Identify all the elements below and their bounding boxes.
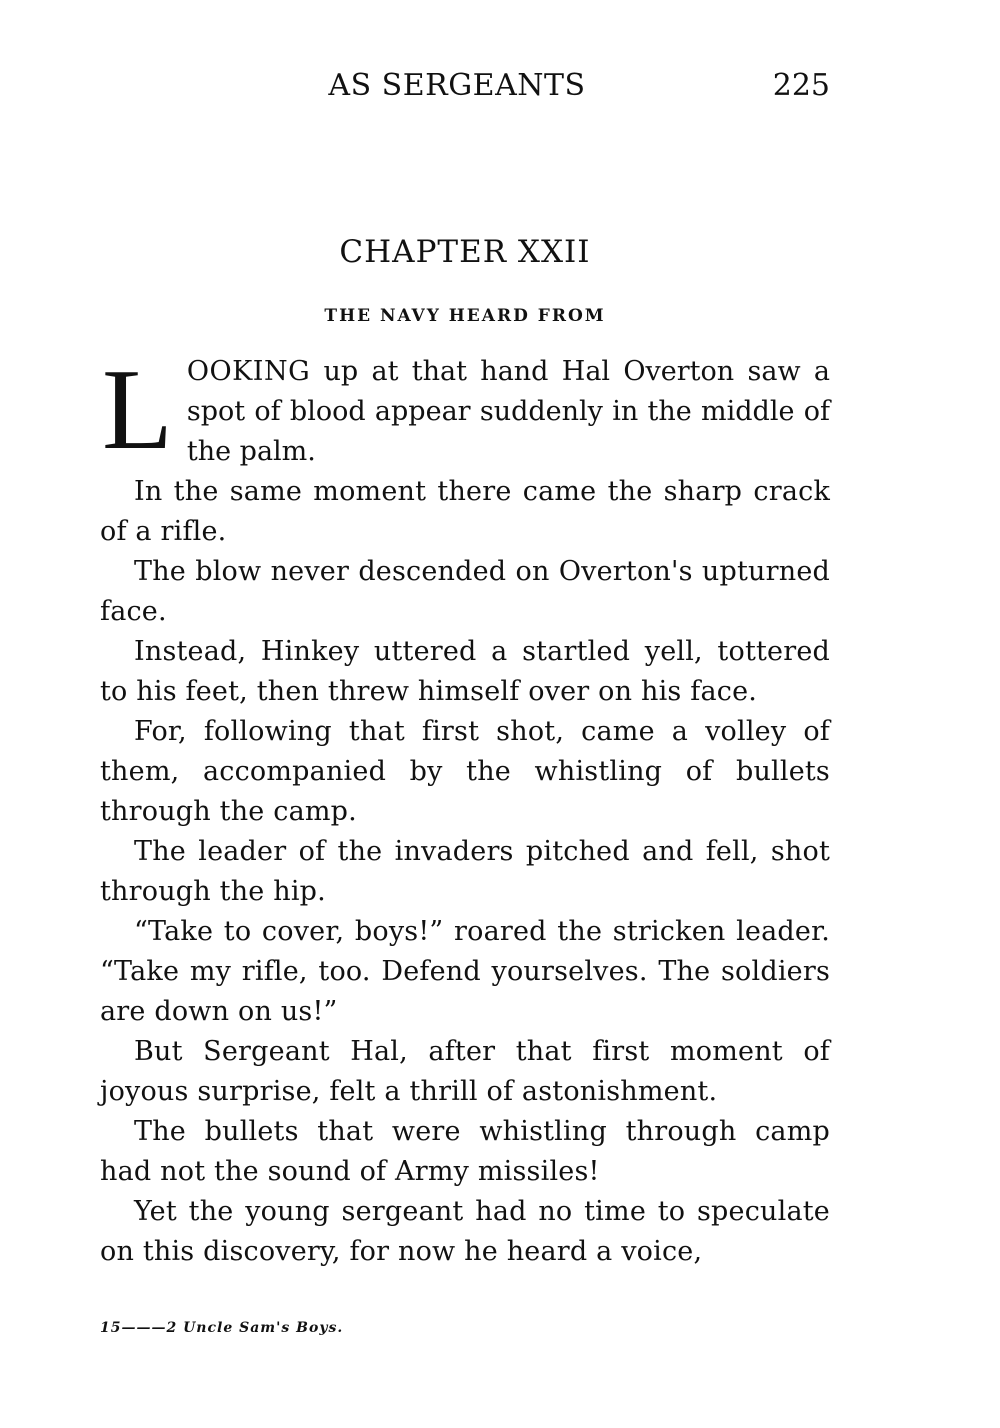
- paragraph: Instead, Hinkey uttered a startled yell, tottered to his feet, then threw himself over on his face.: [100, 636, 830, 707]
- paragraph: But Sergeant Hal, after that first moment of joyous surprise, felt a thrill of astonishment.: [100, 1036, 830, 1107]
- footer-signature: 15———2 Uncle Sam's Boys.: [100, 1320, 344, 1336]
- opening-paragraph: [100, 346, 830, 474]
- opening-paragraph-text: up at that hand Hal Overton saw a spot of blood appear suddenly in the middle of the palm.: [186, 356, 830, 467]
- running-head: [100, 68, 830, 112]
- paragraph: The blow never descended on Overton's upturned face.: [100, 556, 830, 627]
- running-title-text: AS SERGEANTS: [328, 68, 586, 103]
- text-block: [100, 346, 830, 1272]
- paragraph: The leader of the invaders pitched and fell, shot through the hip.: [100, 836, 830, 907]
- running-title: [100, 68, 830, 103]
- paragraph: “Take to cover, boys!” roared the stricken leader. “Take my rifle, too. Defend yourselves. The soldiers are down on us!”: [100, 916, 830, 1027]
- page-number: 225: [772, 68, 830, 103]
- drop-cap: L: [102, 346, 173, 474]
- lead-word: OOKING: [186, 356, 311, 387]
- paragraph: The bullets that were whistling through camp had not the sound of Army missiles!: [100, 1116, 830, 1187]
- paragraph: In the same moment there came the sharp crack of a rifle.: [100, 476, 830, 547]
- paragraph: Yet the young sergeant had no time to speculate on this discovery, for now he heard a voice,: [100, 1196, 830, 1267]
- chapter-heading: CHAPTER XXII: [339, 234, 591, 270]
- paragraph: For, following that first shot, came a volley of them, accompanied by the whistling of bullets through the camp.: [100, 716, 830, 827]
- chapter-subtitle: THE NAVY HEARD FROM: [324, 306, 606, 326]
